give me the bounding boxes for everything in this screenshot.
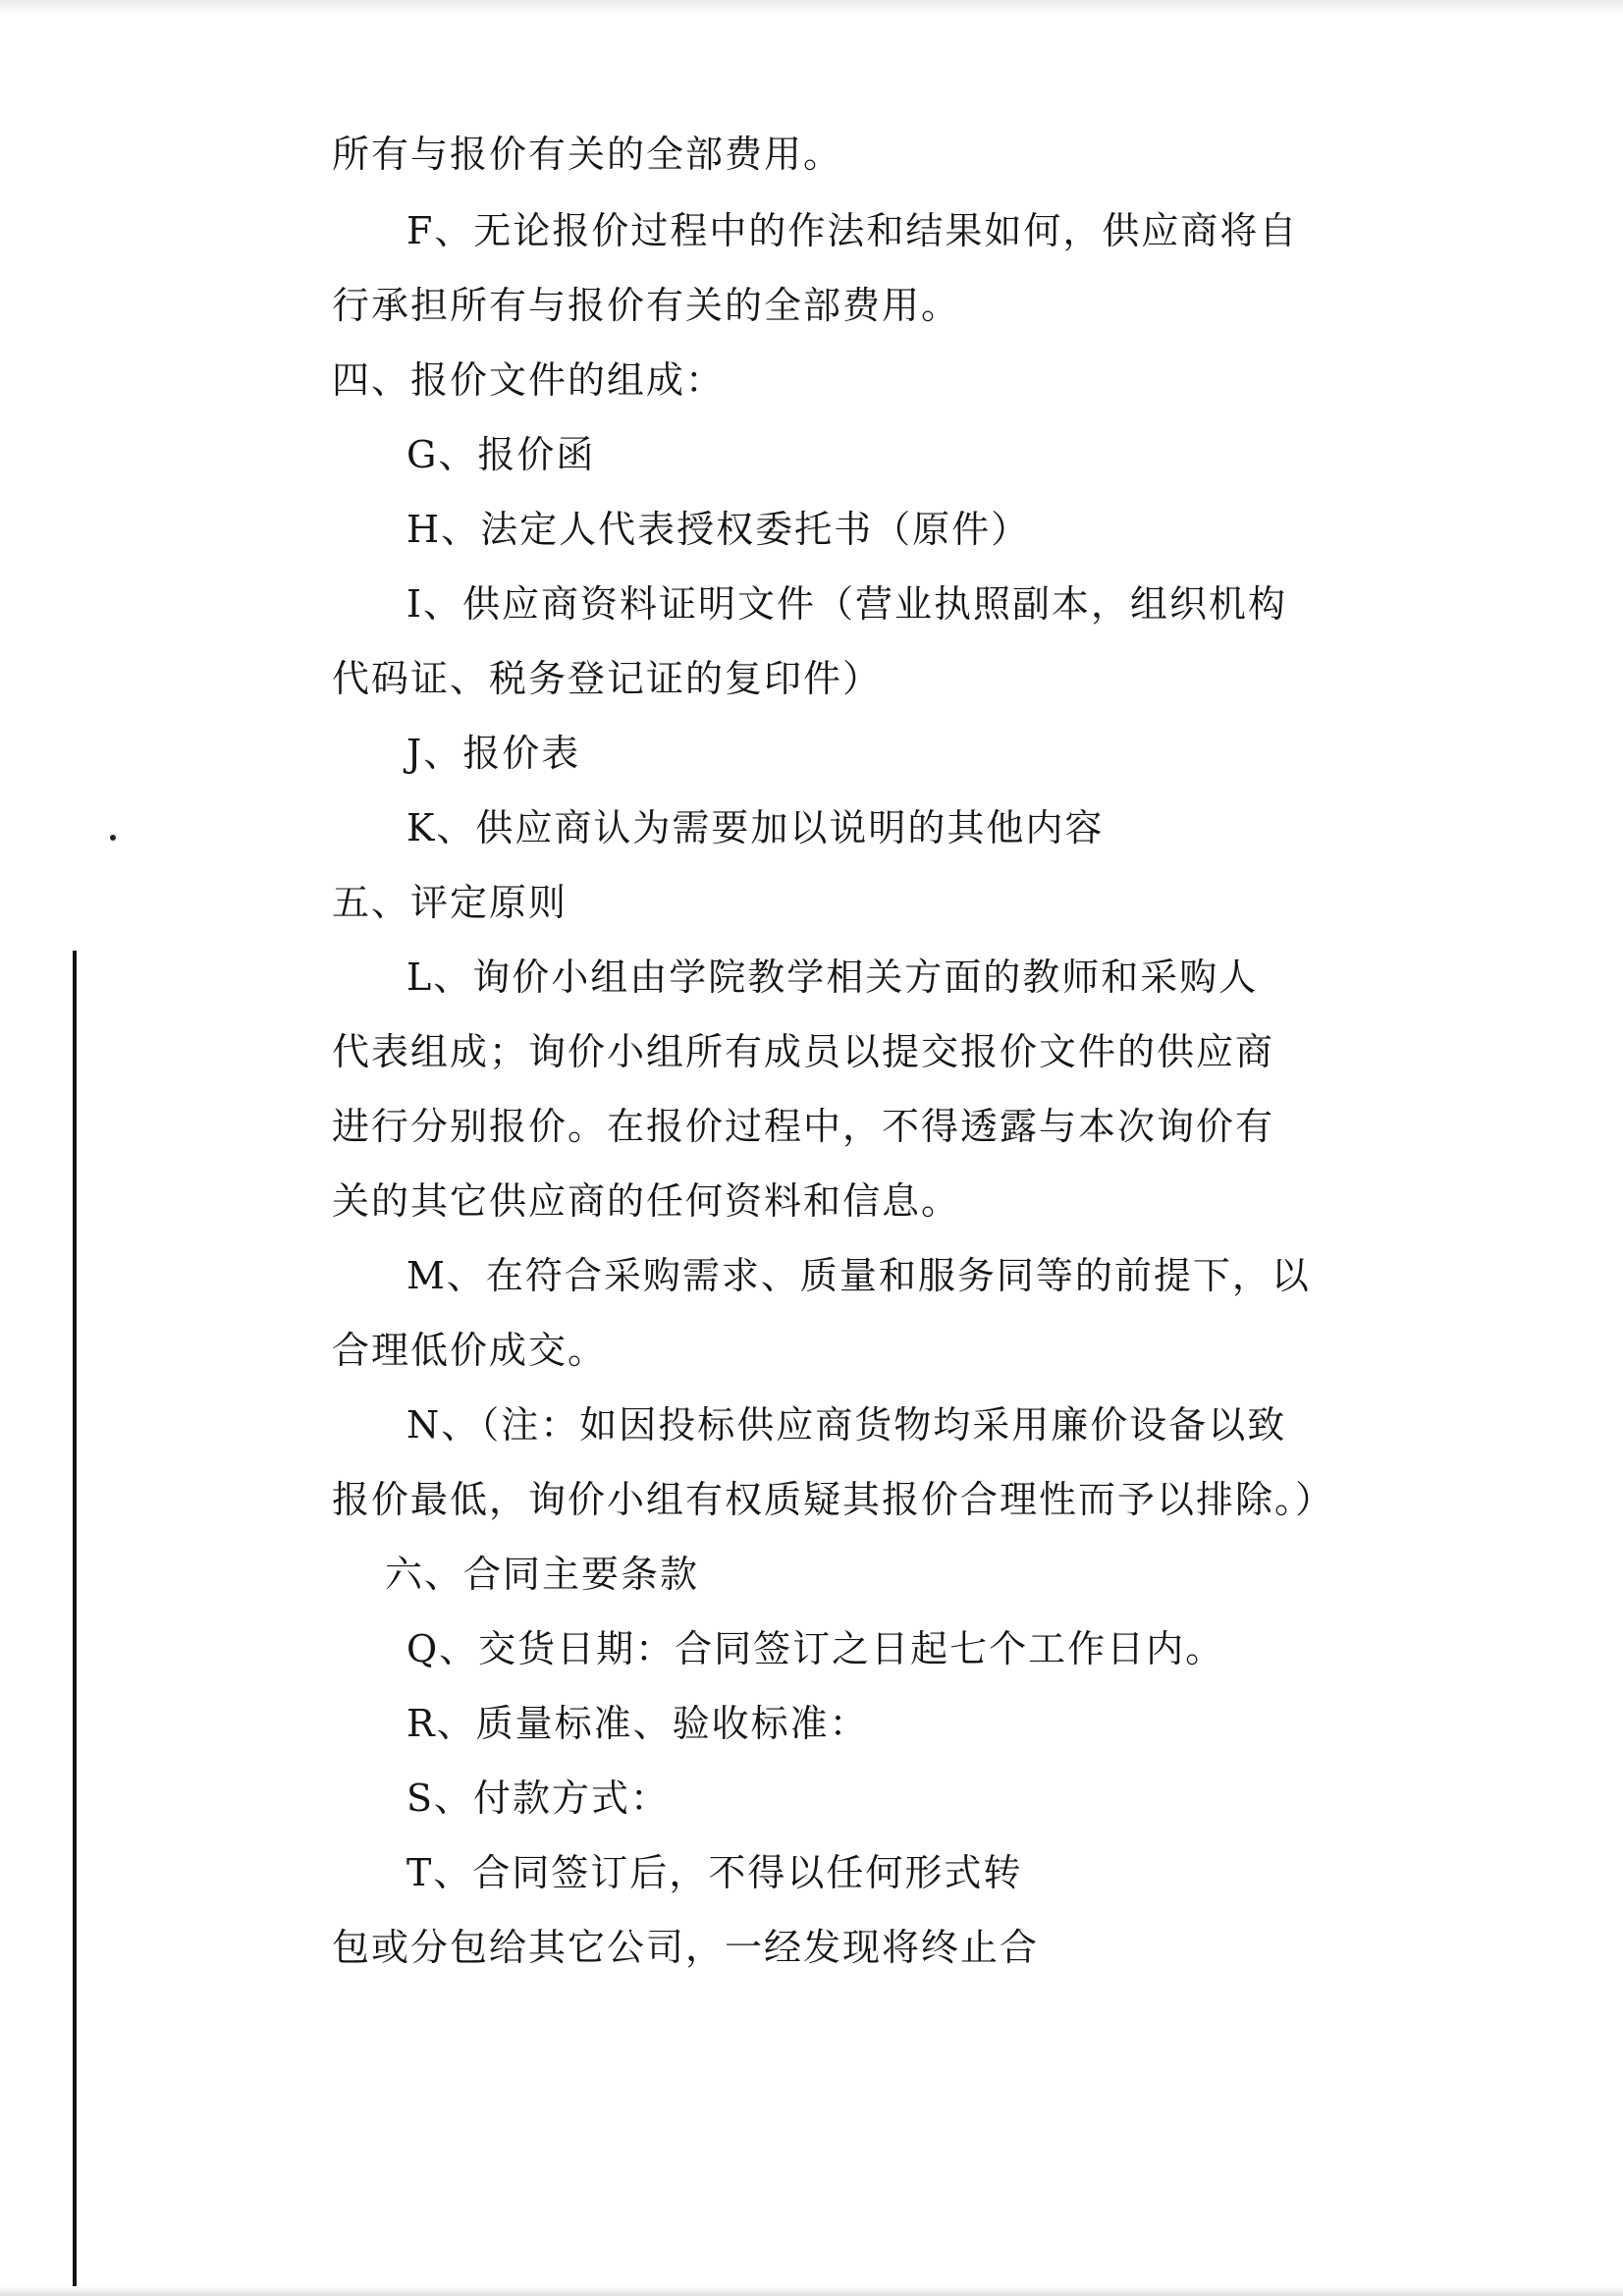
scan-bottom-edge [0,2286,1623,2296]
text-line-12: L、询价小组由学院教学相关方面的教师和采购人 [406,956,1259,999]
text-line-21: Q、交货日期：合同签订之日起七个工作日内。 [406,1627,1225,1670]
text-line-3: 行承担所有与报价有关的全部费用。 [332,284,961,327]
left-margin-rule [73,951,77,2296]
section-heading-5: 五、评定原则 [332,881,568,924]
text-line-16: M、在符合采购需求、质量和服务同等的前提下，以 [406,1254,1311,1297]
text-line-7: I、供应商资料证明文件（营业执照副本，组织机构 [406,582,1288,626]
scan-dot-mark [110,835,116,841]
text-line-8: 代码证、税务登记证的复印件） [332,657,883,700]
text-line-13: 代表组成；询价小组所有成员以提交报价文件的供应商 [332,1030,1275,1073]
section-heading-6: 六、合同主要条款 [385,1553,700,1596]
text-line-1: 所有与报价有关的全部费用。 [332,133,843,176]
text-line-6: H、法定人代表授权委托书（原件） [406,508,1031,551]
text-line-17: 合理低价成交。 [332,1329,608,1372]
text-line-24: T、合同签订后，不得以任何形式转 [406,1851,1023,1894]
text-line-19: 报价最低，询价小组有权质疑其报价合理性而予以排除。） [332,1478,1335,1521]
scan-top-edge [0,0,1623,14]
text-line-22: R、质量标准、验收标准： [406,1702,869,1745]
text-line-23: S、付款方式： [406,1777,671,1820]
text-line-25: 包或分包给其它公司，一经发现将终止合 [332,1926,1040,1969]
text-line-10: K、供应商认为需要加以说明的其他内容 [406,806,1105,849]
section-heading-4: 四、报价文件的组成： [332,358,726,402]
text-line-9: J、报价表 [406,732,581,775]
text-line-18: N、（注：如因投标供应商货物均采用廉价设备以致 [406,1403,1287,1447]
text-line-5: G、报价函 [406,433,596,476]
text-line-2: F、无论报价过程中的作法和结果如何，供应商将自 [406,209,1299,252]
text-line-14: 进行分别报价。在报价过程中，不得透露与本次询价有 [332,1105,1275,1148]
text-line-15: 关的其它供应商的任何资料和信息。 [332,1179,961,1223]
